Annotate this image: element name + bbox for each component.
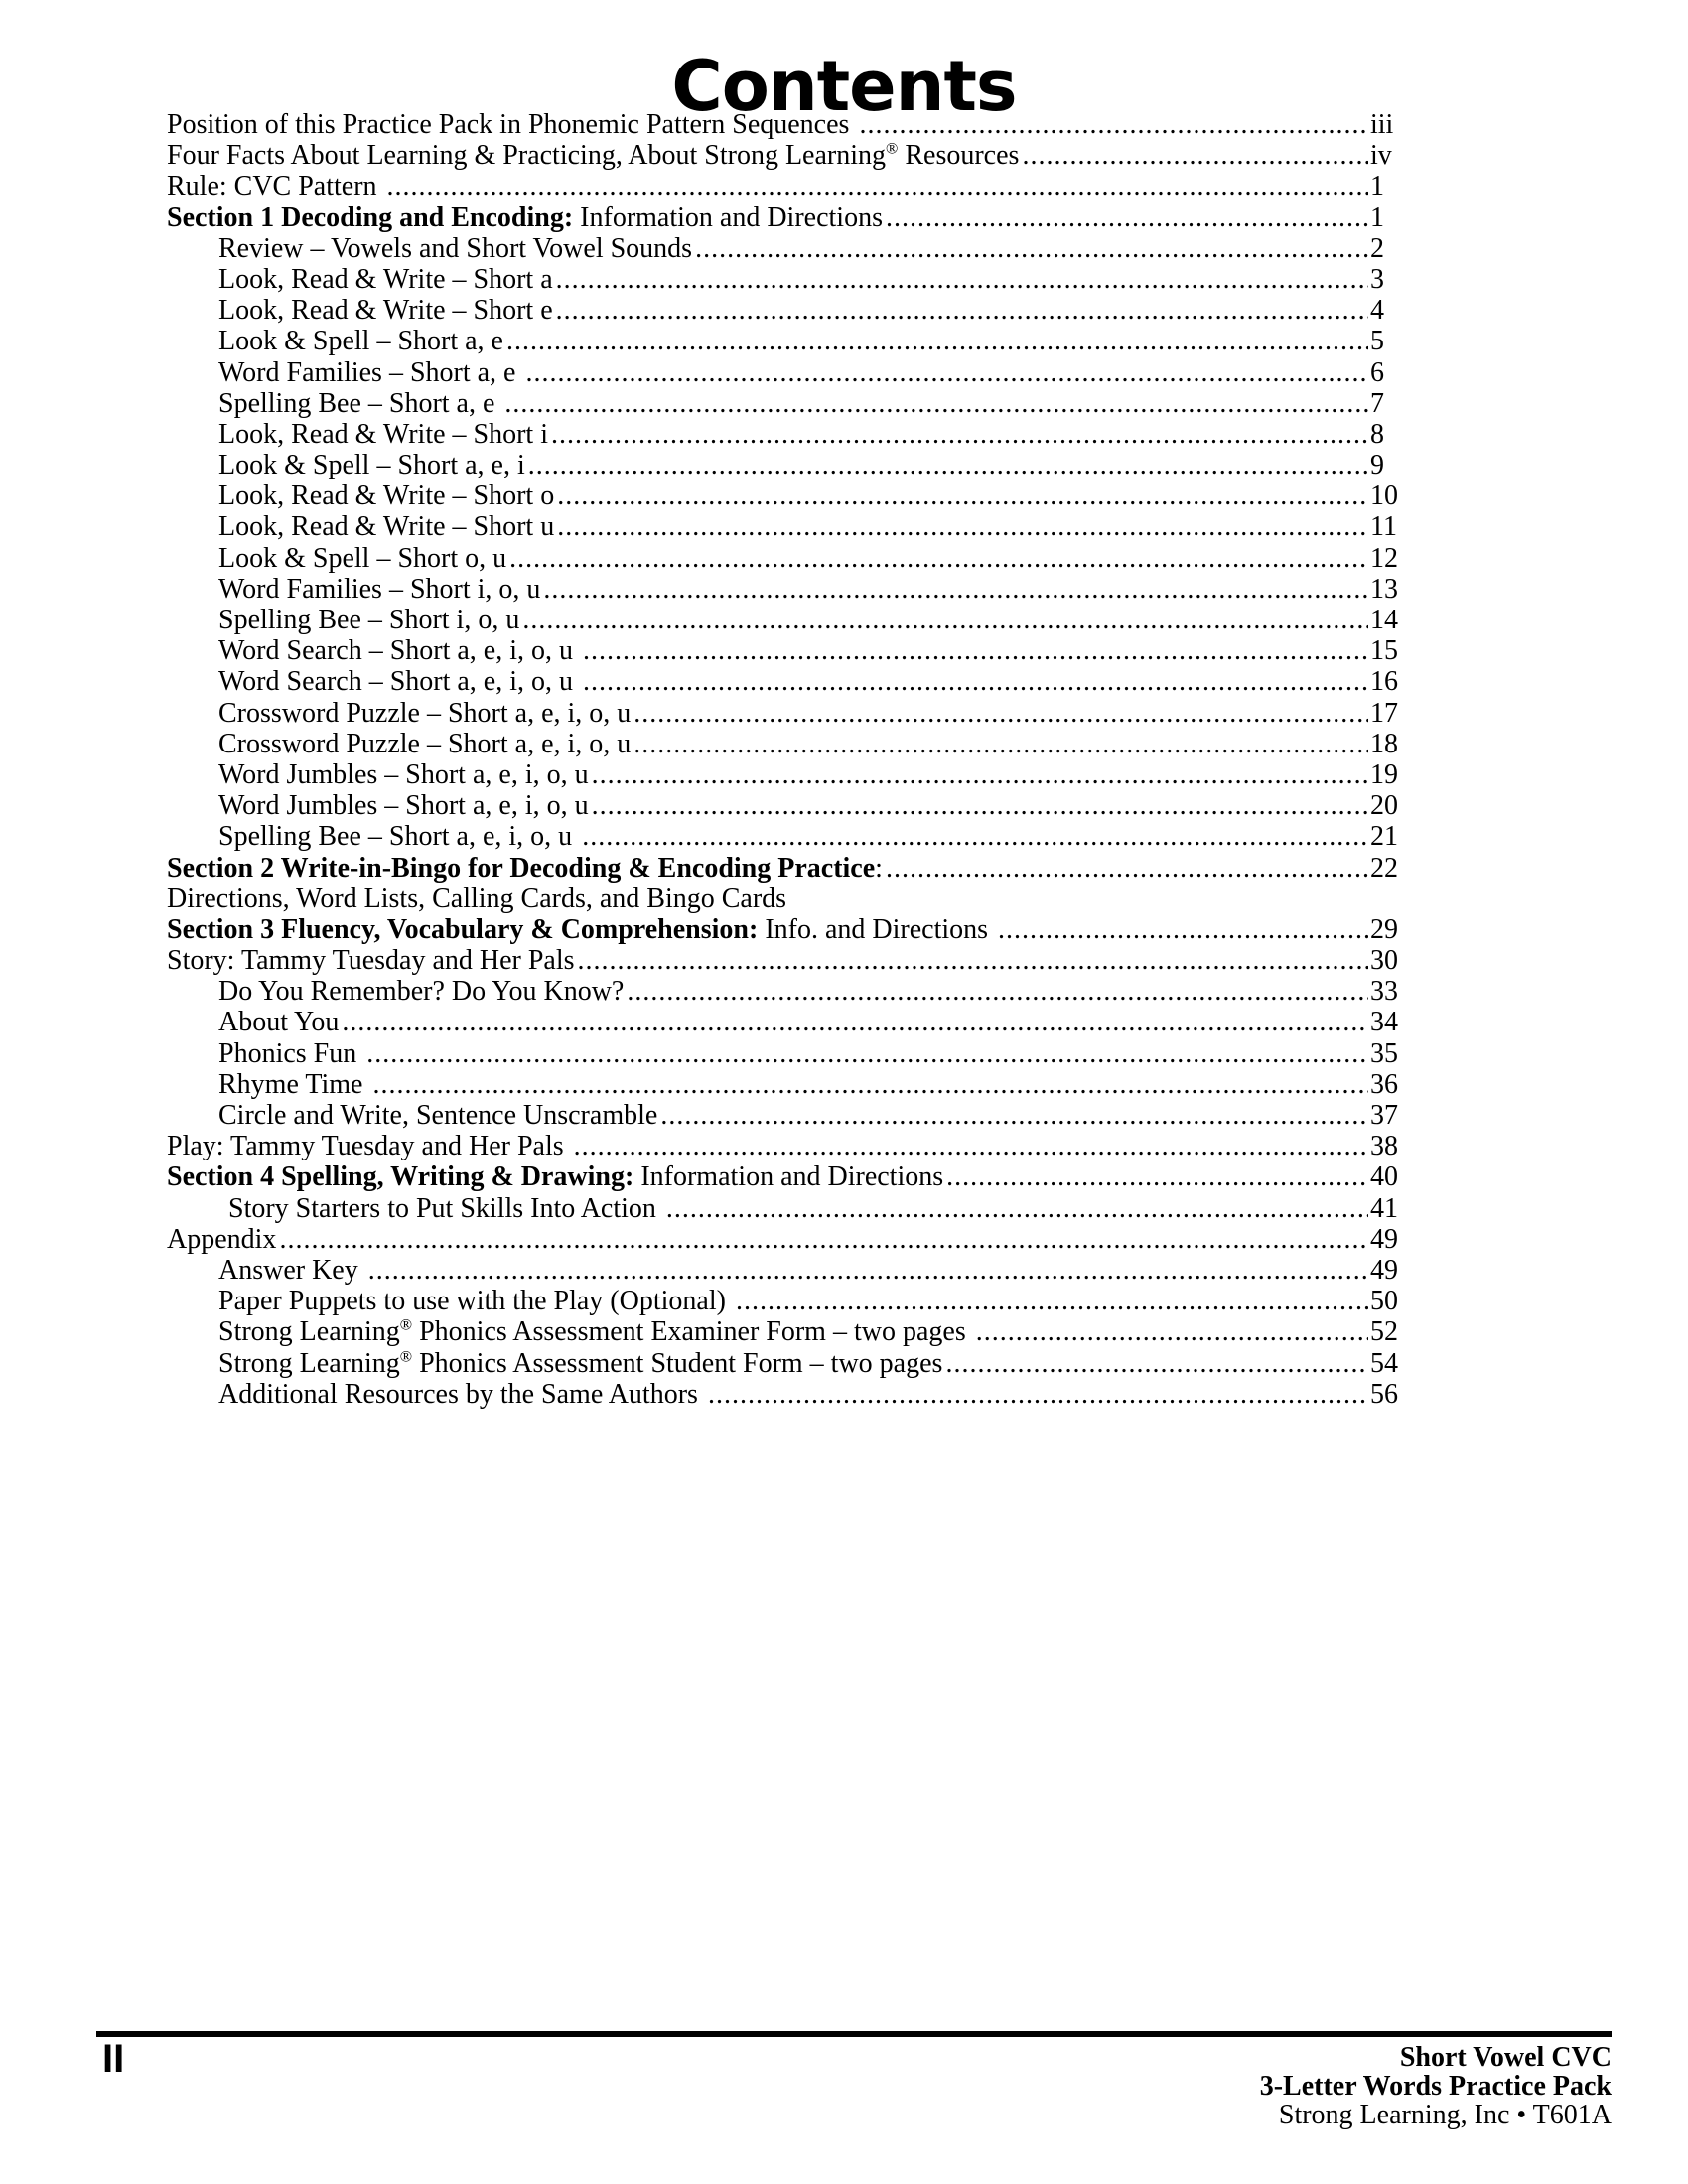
toc-entry-label bbox=[218, 574, 540, 605]
footer-colophon bbox=[1260, 2043, 1612, 2129]
dot-leader bbox=[580, 635, 1368, 666]
footer-series-title: Short Vowel CVC bbox=[1399, 2042, 1612, 2073]
toc-entry-text: Rule: CVC Pattern bbox=[167, 171, 384, 203]
toc-entry-text: Section 2 Write-in-Bingo for Decoding & Encoding Practice bbox=[167, 852, 876, 884]
dot-leader bbox=[575, 945, 1368, 976]
toc-entry-page: 30 bbox=[1370, 945, 1398, 977]
toc-entry-text: Word Search – Short a, e, i, o, u bbox=[218, 635, 580, 667]
dot-leader bbox=[692, 233, 1368, 264]
toc-entry-text: Resources bbox=[898, 140, 1020, 172]
toc-entry-label bbox=[167, 171, 384, 202]
toc-list bbox=[167, 109, 1400, 1410]
toc-entry bbox=[167, 1007, 1400, 1037]
toc-entry-page: 1 bbox=[1370, 202, 1384, 233]
toc-entry-page: 34 bbox=[1370, 1007, 1398, 1038]
dot-leader bbox=[856, 109, 1368, 140]
toc-entry-page: 6 bbox=[1370, 356, 1384, 388]
toc-entry bbox=[167, 264, 1400, 295]
toc-entry-text: Position of this Practice Pack in Phonemic Pattern Sequences bbox=[167, 109, 857, 140]
dot-leader bbox=[631, 698, 1368, 729]
toc-entry-text: Story: Tammy Tuesday and Her Pals bbox=[167, 945, 575, 977]
toc-entry-text: Word Jumbles – Short a, e, i, o, u bbox=[218, 758, 589, 790]
toc-entry-label bbox=[218, 357, 522, 388]
dot-leader bbox=[540, 574, 1368, 605]
toc-entry bbox=[167, 1286, 1400, 1316]
toc-entry-text: Look & Spell – Short a, e, i bbox=[218, 450, 525, 481]
footer-divider bbox=[96, 2031, 1612, 2037]
toc-entry-page: 50 bbox=[1370, 1286, 1398, 1317]
toc-entry bbox=[167, 1255, 1400, 1286]
toc-entry bbox=[167, 388, 1400, 419]
toc-entry-text: Information and Directions bbox=[573, 202, 883, 233]
toc-entry-text: Directions, Word Lists, Calling Cards, and Bingo Cards bbox=[167, 883, 787, 914]
toc-entry-text: Play: Tammy Tuesday and Her Pals bbox=[167, 1131, 571, 1162]
dot-leader bbox=[657, 1100, 1368, 1131]
toc-entry bbox=[167, 759, 1400, 790]
toc-entry-label bbox=[167, 853, 883, 884]
dot-leader bbox=[589, 759, 1368, 790]
dot-leader bbox=[553, 264, 1368, 295]
toc-entry bbox=[167, 1193, 1400, 1224]
dot-leader bbox=[942, 1348, 1368, 1379]
toc-entry bbox=[167, 821, 1400, 852]
toc-entry-page: 21 bbox=[1370, 821, 1398, 853]
toc-entry-label bbox=[218, 790, 589, 821]
toc-entry bbox=[167, 1038, 1400, 1069]
toc-entry-page: 17 bbox=[1370, 697, 1398, 729]
toc-entry-page: 15 bbox=[1370, 635, 1398, 667]
toc-entry-page: 29 bbox=[1370, 913, 1398, 945]
toc-entry-label bbox=[167, 1131, 571, 1161]
toc-entry-label bbox=[218, 1069, 369, 1100]
toc-entry bbox=[167, 914, 1400, 945]
toc-entry bbox=[167, 511, 1400, 542]
toc-entry-text: Word Search – Short a, e, i, o, u bbox=[218, 666, 580, 698]
toc-entry-page: 5 bbox=[1370, 326, 1384, 357]
toc-entry bbox=[167, 419, 1400, 450]
toc-entry-text: Spelling Bee – Short a, e, i, o, u bbox=[218, 821, 580, 853]
toc-entry-text: Word Jumbles – Short a, e, i, o, u bbox=[218, 790, 589, 822]
toc-entry bbox=[167, 1348, 1400, 1379]
toc-entry-page: 35 bbox=[1370, 1037, 1398, 1069]
dot-leader bbox=[506, 543, 1368, 574]
toc-entry-text: Circle and Write, Sentence Unscramble bbox=[218, 1100, 658, 1131]
toc-entry-label bbox=[218, 1007, 339, 1037]
toc-entry-page: 56 bbox=[1370, 1378, 1398, 1410]
toc-entry-page: 49 bbox=[1370, 1254, 1398, 1286]
toc-entry-label bbox=[167, 945, 575, 976]
toc-entry-page: iii bbox=[1370, 109, 1394, 140]
toc-entry-label bbox=[218, 450, 525, 480]
toc-entry bbox=[167, 1316, 1400, 1347]
toc-entry bbox=[167, 605, 1400, 635]
toc-entry-page: iv bbox=[1370, 140, 1392, 172]
dot-leader bbox=[384, 171, 1368, 202]
toc-entry-label bbox=[218, 1316, 973, 1347]
toc-entry-text: Appendix bbox=[167, 1223, 277, 1255]
toc-entry-label bbox=[218, 264, 553, 295]
toc-entry-page: 36 bbox=[1370, 1068, 1398, 1100]
toc-entry-page: 3 bbox=[1370, 263, 1384, 295]
toc-entry-page: 7 bbox=[1370, 387, 1384, 419]
toc-entry-text: : bbox=[875, 852, 883, 884]
toc-entry-label bbox=[218, 1348, 942, 1379]
toc-entry-text: Look, Read & Write – Short i bbox=[218, 418, 548, 450]
toc-entry-label bbox=[218, 666, 580, 697]
toc-entry-label bbox=[167, 109, 856, 140]
toc-entry-page: 14 bbox=[1370, 605, 1398, 635]
toc-entry bbox=[167, 574, 1400, 605]
toc-entry-text: Crossword Puzzle – Short a, e, i, o, u bbox=[218, 697, 632, 729]
dot-leader bbox=[579, 821, 1368, 852]
toc-entry bbox=[167, 729, 1400, 759]
toc-entry-page: 20 bbox=[1370, 790, 1398, 822]
toc-entry-text: Section 3 Fluency, Vocabulary & Comprehension: bbox=[167, 913, 759, 945]
toc-entry-label bbox=[167, 884, 786, 914]
toc-entry-page: 10 bbox=[1370, 480, 1398, 512]
toc-entry bbox=[167, 1069, 1400, 1100]
dot-leader bbox=[365, 1255, 1368, 1286]
dot-leader bbox=[525, 450, 1368, 480]
toc-entry-text: Spelling Bee – Short a, e bbox=[218, 387, 502, 419]
toc-entry-page: 11 bbox=[1370, 511, 1397, 543]
toc-entry-label bbox=[167, 1161, 943, 1192]
dot-leader bbox=[883, 853, 1368, 884]
toc-entry-label bbox=[218, 698, 631, 729]
toc-entry bbox=[167, 543, 1400, 574]
dot-leader bbox=[883, 203, 1368, 233]
dot-leader bbox=[548, 419, 1368, 450]
toc-entry-text: Rhyme Time bbox=[218, 1068, 370, 1100]
toc-entry-page: 41 bbox=[1370, 1192, 1398, 1224]
toc-entry-text: About You bbox=[218, 1007, 340, 1038]
toc-entry bbox=[167, 171, 1400, 202]
toc-entry-label bbox=[218, 759, 589, 790]
toc-entry-label bbox=[218, 605, 519, 635]
dot-leader bbox=[973, 1316, 1368, 1347]
toc-entry-text: Information and Directions bbox=[633, 1161, 944, 1193]
dot-leader bbox=[943, 1161, 1368, 1192]
toc-entry bbox=[167, 480, 1400, 511]
toc-entry-label bbox=[218, 635, 580, 666]
dot-leader bbox=[501, 388, 1368, 419]
toc-entry-page: 52 bbox=[1370, 1316, 1398, 1348]
toc-entry bbox=[167, 295, 1400, 326]
toc-entry-page: 49 bbox=[1370, 1223, 1398, 1255]
toc-entry-page: 12 bbox=[1370, 542, 1398, 574]
dot-leader bbox=[580, 666, 1368, 697]
toc-entry bbox=[167, 884, 1400, 914]
toc-entry-text: Look, Read & Write – Short a bbox=[218, 263, 553, 295]
toc-entry-label bbox=[218, 729, 631, 759]
toc-entry-page: 9 bbox=[1370, 450, 1384, 481]
toc-entry-label bbox=[218, 1286, 733, 1316]
toc-entry bbox=[167, 853, 1400, 884]
toc-entry-page: 38 bbox=[1370, 1131, 1398, 1162]
dot-leader bbox=[631, 729, 1368, 759]
toc-entry-text: Look & Spell – Short o, u bbox=[218, 542, 507, 574]
toc-entry-label bbox=[167, 1224, 276, 1255]
toc-entry-text: Strong Learning bbox=[218, 1347, 400, 1379]
toc-entry-label bbox=[218, 543, 506, 574]
toc-entry-label bbox=[218, 295, 553, 326]
dot-leader bbox=[733, 1286, 1368, 1316]
toc-entry-text: Word Families – Short a, e bbox=[218, 356, 523, 388]
toc-entry-label bbox=[218, 1255, 365, 1286]
toc-entry-page: 8 bbox=[1370, 418, 1384, 450]
dot-leader bbox=[522, 357, 1368, 388]
dot-leader bbox=[554, 511, 1368, 542]
toc-entry bbox=[167, 1224, 1400, 1255]
toc-entry-label bbox=[228, 1193, 663, 1224]
toc-entry-page: 4 bbox=[1370, 295, 1384, 327]
dot-leader bbox=[571, 1131, 1368, 1161]
toc-entry-label bbox=[218, 480, 554, 511]
toc-entry bbox=[167, 666, 1400, 697]
toc-entry bbox=[167, 1131, 1400, 1161]
dot-leader bbox=[339, 1007, 1368, 1037]
toc-entry-text: Additional Resources by the Same Authors bbox=[218, 1378, 705, 1410]
toc-entry bbox=[167, 203, 1400, 233]
toc-entry-text: Word Families – Short i, o, u bbox=[218, 573, 541, 605]
toc-entry-text: Review – Vowels and Short Vowel Sounds bbox=[218, 232, 693, 264]
toc-entry bbox=[167, 945, 1400, 976]
page-title: Contents bbox=[671, 46, 1017, 127]
toc-entry bbox=[167, 326, 1400, 356]
toc-entry-text: Answer Key bbox=[218, 1254, 365, 1286]
dot-leader bbox=[589, 790, 1368, 821]
toc-entry-page: 37 bbox=[1370, 1100, 1398, 1131]
dot-leader bbox=[503, 326, 1368, 356]
toc-entry-page: 19 bbox=[1370, 758, 1398, 790]
toc-entry bbox=[167, 635, 1400, 666]
toc-entry-text: Spelling Bee – Short i, o, u bbox=[218, 605, 520, 635]
dot-leader bbox=[1019, 140, 1368, 171]
toc-entry-label bbox=[167, 140, 1019, 171]
dot-leader bbox=[519, 605, 1368, 635]
toc-entry bbox=[167, 698, 1400, 729]
toc-entry bbox=[167, 1100, 1400, 1131]
toc-entry-label bbox=[218, 821, 579, 852]
registered-trademark-symbol: ® bbox=[399, 1347, 413, 1366]
toc-entry-text: Story Starters to Put Skills Into Action bbox=[228, 1192, 663, 1224]
footer-pack-title: 3-Letter Words Practice Pack bbox=[1259, 2071, 1612, 2102]
toc-entry bbox=[167, 1161, 1400, 1192]
toc-entry bbox=[167, 233, 1400, 264]
toc-entry-label bbox=[167, 203, 883, 233]
toc-entry-text: Look, Read & Write – Short e bbox=[218, 295, 553, 327]
toc-entry-page: 33 bbox=[1370, 976, 1398, 1008]
dot-leader bbox=[553, 295, 1368, 326]
toc-entry-text: Section 4 Spelling, Writing & Drawing: bbox=[167, 1161, 634, 1193]
toc-entry-label bbox=[218, 976, 624, 1007]
toc-entry-text: Phonics Fun bbox=[218, 1037, 364, 1069]
dot-leader bbox=[663, 1193, 1368, 1224]
toc-entry-text: Crossword Puzzle – Short a, e, i, o, u bbox=[218, 728, 632, 759]
dot-leader bbox=[705, 1379, 1368, 1410]
dot-leader bbox=[276, 1224, 1368, 1255]
toc-entry-page: 18 bbox=[1370, 728, 1398, 759]
toc-entry bbox=[167, 790, 1400, 821]
toc-entry-text: Look, Read & Write – Short o bbox=[218, 480, 555, 512]
footer-page-number: II bbox=[102, 2037, 125, 2081]
toc-entry bbox=[167, 450, 1400, 480]
toc-entry-page: 40 bbox=[1370, 1161, 1398, 1193]
toc-entry-page: 1 bbox=[1370, 171, 1384, 203]
toc-entry-label bbox=[218, 1379, 705, 1410]
toc-entry-label bbox=[218, 388, 501, 419]
toc-entry-label bbox=[218, 326, 503, 356]
toc-entry-page: 54 bbox=[1370, 1347, 1398, 1379]
toc-entry bbox=[167, 357, 1400, 388]
footer-publisher: Strong Learning, Inc • T601A bbox=[1278, 2100, 1612, 2130]
registered-trademark-symbol: ® bbox=[399, 1315, 413, 1334]
dot-leader bbox=[624, 976, 1368, 1007]
toc-entry bbox=[167, 109, 1400, 140]
toc-entry-page: 2 bbox=[1370, 232, 1384, 264]
toc-entry-label bbox=[167, 914, 995, 945]
dot-leader bbox=[995, 914, 1368, 945]
dot-leader bbox=[363, 1038, 1368, 1069]
toc-entry-text: Do You Remember? Do You Know? bbox=[218, 976, 625, 1008]
toc-entry-page: 13 bbox=[1370, 573, 1398, 605]
toc-entry-text: Four Facts About Learning & Practicing, About Strong Learning bbox=[167, 140, 887, 172]
toc-entry bbox=[167, 1379, 1400, 1410]
toc-entry-text: Look & Spell – Short a, e bbox=[218, 326, 503, 357]
toc-entry-text: Phonics Assessment Student Form – two pages bbox=[412, 1347, 943, 1379]
toc-entry-text: Strong Learning bbox=[218, 1316, 400, 1348]
toc-entry-text: Look, Read & Write – Short u bbox=[218, 511, 555, 543]
toc-entry bbox=[167, 976, 1400, 1007]
toc-entry-label bbox=[218, 1100, 657, 1131]
toc-entry-label bbox=[218, 511, 554, 542]
toc-entry-text: Paper Puppets to use with the Play (Optional) bbox=[218, 1286, 733, 1317]
toc-entry-text: Phonics Assessment Examiner Form – two pages bbox=[412, 1316, 973, 1348]
toc-entry-page: 22 bbox=[1370, 852, 1398, 884]
toc-entry-label bbox=[218, 1038, 363, 1069]
toc-entry bbox=[167, 140, 1400, 171]
registered-trademark-symbol: ® bbox=[886, 139, 899, 158]
toc-entry-label bbox=[218, 233, 692, 264]
toc-entry-text: Info. and Directions bbox=[758, 913, 996, 945]
dot-leader bbox=[554, 480, 1368, 511]
toc-entry-label bbox=[218, 419, 548, 450]
toc-entry-text: Section 1 Decoding and Encoding: bbox=[167, 202, 574, 233]
toc-entry-page: 16 bbox=[1370, 666, 1398, 698]
dot-leader bbox=[369, 1069, 1368, 1100]
